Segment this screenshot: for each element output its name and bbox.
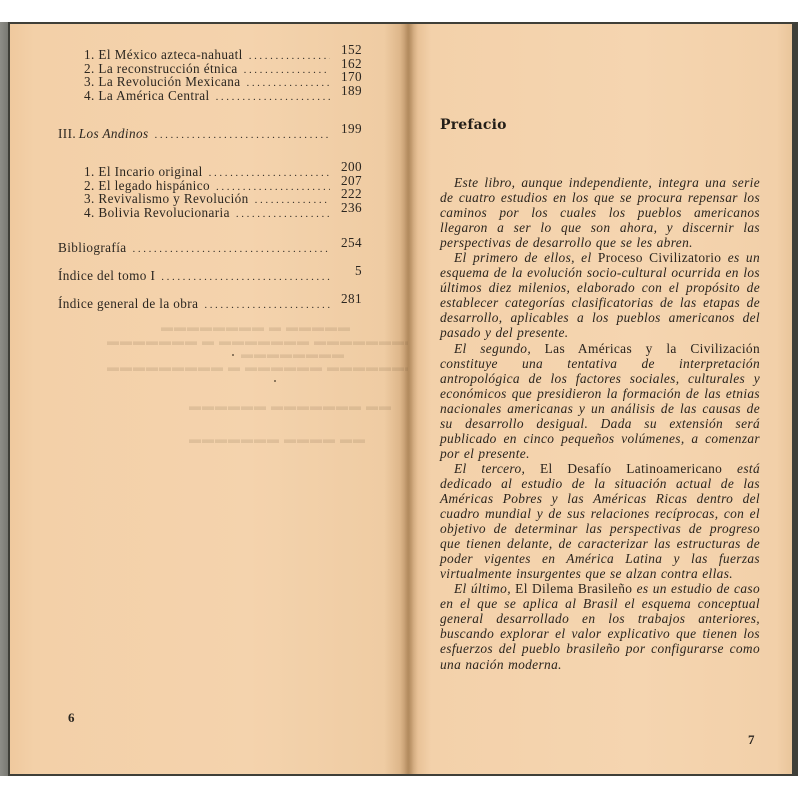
leader-dots: [204, 299, 330, 313]
toc-bibliography: [58, 235, 362, 257]
paper-speck: [274, 380, 276, 382]
toc-entry-page: 222: [341, 186, 362, 201]
toc-entry: [58, 55, 362, 76]
toc-entry-label: Índice general de la obra: [58, 296, 199, 311]
paragraph-text: es un esquema de la evolución socio-cultural ocurrida en los últimos diez milenios, elaborado con el propósito de establecer categorías clasificatorias de las etapas de desarrollo, aplicables a los pueblos americanos del pasado y del presente.: [440, 250, 760, 341]
bleed-through-texture: ▬▬ ▬▬▬▬ ▬▬▬▬▬▬▬: [188, 432, 365, 446]
leader-dots: [249, 50, 330, 64]
toc-entry-page: 5: [355, 263, 362, 278]
left-page: [10, 24, 430, 774]
paragraph-text: El primero de ellos, el: [454, 250, 598, 266]
toc-entry-page: 207: [341, 172, 362, 188]
preface-body: [440, 175, 760, 672]
toc-entry: [58, 172, 362, 193]
toc-entry: [58, 199, 362, 220]
paragraph-3: [440, 341, 760, 461]
toc-entry: [58, 42, 362, 62]
toc-entry-label: 4. La América Central: [84, 87, 210, 103]
paragraph-5: [440, 581, 760, 671]
toc-entry-label: 3. La Revolución Mexicana: [84, 74, 241, 89]
paragraph-text: El último,: [454, 581, 516, 597]
toc-entry-page: 152: [341, 42, 362, 57]
bleed-through-texture: ▬▬ ▬▬▬▬▬▬▬ ▬▬▬▬▬▬: [188, 399, 391, 413]
toc-section-III-subitems: [58, 159, 362, 220]
book-title: El Dilema Brasileño: [515, 581, 633, 597]
bleed-through-texture: ▬▬▬▬▬ ▬ ▬▬▬▬▬▬▬▬: [160, 320, 350, 334]
paragraph-text: constituye una tentativa de interpretación antropológica de los factores sociales, culturales y económicos que presidieron la formación de las etnias nacionales americanas y un análisis de las causas de su desarrollo desigual. Dada su extensión será publicado en cinco pequeños volúmenes, a comenzar por el presente.: [440, 355, 760, 461]
leader-dots: [255, 194, 330, 208]
paragraph-2: [440, 250, 760, 340]
toc-entry-page: 162: [341, 55, 362, 71]
toc-entry: [58, 69, 362, 89]
leader-dots: [209, 167, 330, 181]
paragraph-text: El tercero,: [454, 460, 540, 476]
toc-entry-label: Índice del tomo I: [58, 268, 156, 283]
leader-dots: [154, 129, 330, 143]
paragraph-text: es un estudio de caso en el que se aplica al Brasil el esquema conceptual general desarrollado en los trabajos anteriores, buscando explorar el valor explicativo que tienen los esfuerzos del pueblo brasileño por configurarse como una nación moderna.: [440, 581, 761, 672]
leader-dots: [216, 91, 330, 105]
page-number-left: 6: [68, 710, 75, 725]
toc-entry-page: 200: [341, 159, 362, 174]
toc-entry-page: 254: [341, 235, 362, 250]
section-heading: Prefacio: [440, 117, 507, 133]
bleed-through-texture: ▬▬▬▬▬▬▬▬ ▬▬▬▬▬▬▬ ▬ ▬▬▬▬▬▬▬: [106, 334, 417, 348]
bleed-through-texture: ▬▬▬▬▬▬▬▬ ▬▬▬▬▬▬ ▬ ▬▬▬▬▬▬▬▬▬: [106, 360, 430, 374]
toc-entry: [58, 159, 362, 179]
toc-entry-label: 1. El México azteca-nahuatl: [84, 47, 243, 62]
bleed-through-texture: ▬▬▬▬▬▬▬▬: [240, 347, 344, 361]
book-title: Proceso Civilizatorio: [597, 250, 722, 266]
toc-general-index: [58, 291, 362, 313]
toc-section-title: Los Andinos: [78, 126, 149, 141]
toc-entry-label: 1. El Incario original: [84, 164, 203, 179]
toc-index-volume-1: [58, 263, 362, 285]
paragraph-text: está dedicado al estudio de la situación actual de las Américas Pobres y las Américas Ricas dentro del cuadro mundial y de sus relaciones recíprocas, con el objetivo de determinar las perspectivas de progreso que tienen delante, de caracterizar las estructuras de poder vigentes en América Latina y las fuerzas virtualmente insurgentes que se alzan contra ellas.: [440, 460, 760, 582]
toc-entry-label: 2. El legado hispánico: [84, 177, 210, 193]
toc-entry-label: 2. La reconstrucción étnica: [84, 60, 238, 76]
toc-entry-page: 236: [341, 199, 362, 215]
paragraph-1: Este libro, aunque independiente, integra una serie de cuatro estudios en los que se procura repensar los caminos por los cuales los pueblos americanos llegaron a ser lo que son ahora, y discernir las perspectivas de desarrollo que se les abren.: [440, 175, 760, 251]
toc-section-II-subitems: [58, 42, 362, 103]
paragraph-4: [440, 461, 760, 581]
page-number-right: 7: [748, 732, 755, 747]
toc-entry: [58, 186, 362, 206]
table-of-contents: [58, 42, 362, 313]
toc-entry-label: 3. Revivalismo y Revolución: [84, 191, 249, 206]
book-title: El Desafío Latinoamericano: [540, 460, 723, 476]
toc-entry-page: 281: [341, 291, 362, 306]
toc-entry-page: 189: [341, 82, 362, 98]
leader-dots: [236, 208, 330, 222]
paragraph-text: El segundo,: [454, 340, 545, 356]
toc-entry: [58, 82, 362, 103]
toc-entry-label: 4. Bolivia Revolucionaria: [84, 204, 230, 220]
leader-dots: [133, 243, 330, 257]
toc-section-numeral: III.: [58, 126, 77, 141]
leader-dots: [161, 271, 330, 285]
leader-dots: [246, 77, 330, 91]
toc-entry-page: 199: [341, 121, 362, 136]
toc-entry-label: Bibliografía: [58, 240, 127, 255]
right-page: [408, 24, 792, 774]
toc-section-III: [58, 121, 362, 143]
book-spread: [8, 22, 798, 776]
toc-entry-page: 170: [341, 69, 362, 84]
book-title: Las Américas y la Civilización: [544, 340, 760, 356]
paper-speck: [232, 354, 234, 356]
leader-dots: [244, 64, 330, 78]
